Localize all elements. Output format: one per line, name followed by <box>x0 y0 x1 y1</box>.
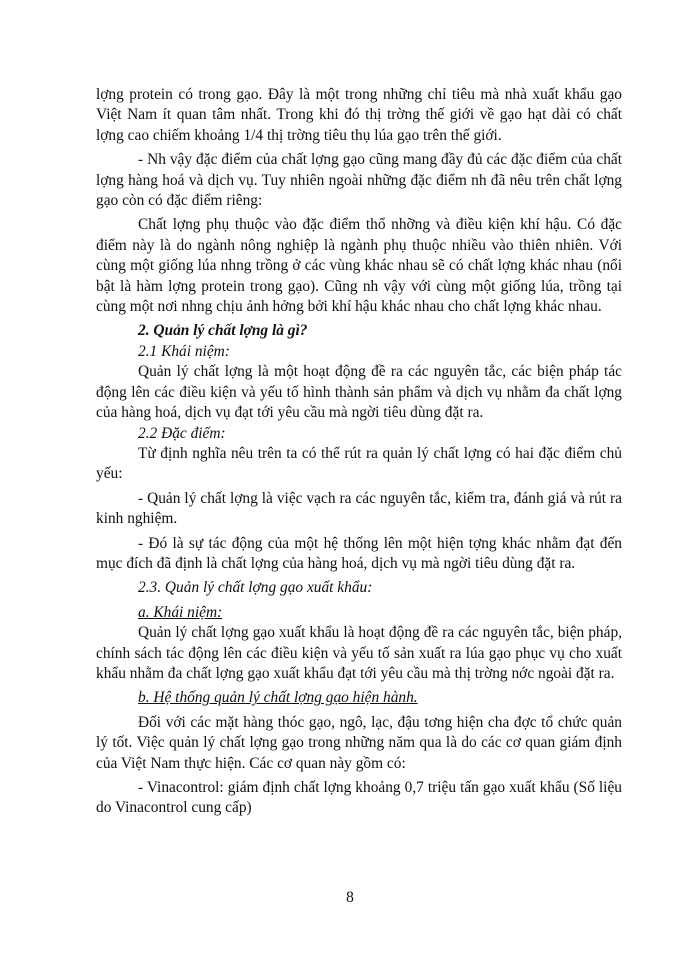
subheading-b-current-system: b. Hệ thống quản lý chất lợng gạo hiện hành. <box>138 689 418 707</box>
subheading-characteristics: 2.2 Đặc điểm: <box>138 424 226 442</box>
subheading-export-rice-quality: 2.3. Quản lý chất lợng gạo xuất khẩu: <box>138 579 373 597</box>
paragraph-inspection-agencies: Đối với các mặt hàng thóc gạo, ngô, lạc, đậu tơng hiện cha đợc tổ chức quản lý tốt. Việc quản lý chất lợng gạo trong những năm qua là do các cơ quan giám định của Việt Nam thực hiện. Các cơ quan này gồm có: <box>96 713 622 772</box>
page-body <box>96 85 622 819</box>
section-heading-quality-management: 2. Quản lý chất lợng là gì? <box>138 322 308 340</box>
paragraph-soil-climate: Chất lợng phụ thuộc vào đặc điểm thổ nhỡng và điều kiện khí hậu. Có đặc điểm này là do ngành nông nghiệp là ngành phụ thuộc nhiều vào thiên nhiên. Với cùng một giống lúa nhng trồng ở các vùng khác nhau sẽ có chất lợng khác nhau (nổi bật là hàm lợng protein trong gạo). Cũng nh vậy với cùng một giống lúa, trồng tại cùng một nơi nhng chịu ảnh hởng bởi khí hậu khác nhau cho chất lợng khác nhau. <box>96 216 622 316</box>
paragraph-characteristic-two: - Đó là sự tác động của một hệ thống lên một hiện tợng khác nhằm đạt đến mục đích đã định là chất lợng của hàng hoá, dịch vụ mà ngời tiêu dùng đặt ra. <box>96 534 622 572</box>
paragraph-protein-intro: lợng protein có trong gạo. Đây là một trong những chỉ tiêu mà nhà xuất khẩu gạo Việt Nam ít quan tâm nhất. Trong khi đó thị trờng thế giới về gạo hạt dài có chất lợng cao chiếm khoảng 1/4 thị trờng tiêu thụ lúa gạo trên thế giới. <box>96 86 622 144</box>
subheading-concept: 2.1 Khái niệm: <box>138 342 230 360</box>
paragraph-quality-characteristics: - Nh vậy đặc điểm của chất lợng gạo cũng mang đầy đủ các đặc điểm của chất lợng hàng hoá và dịch vụ. Tuy nhiên ngoài những đặc điểm nh đã nêu trên chất lợng gạo còn có đặc điểm riêng: <box>96 151 622 210</box>
page-number: 8 <box>346 889 354 906</box>
subheading-a-concept: a. Khái niệm: <box>138 603 223 621</box>
paragraph-two-characteristics: Từ định nghĩa nêu trên ta có thể rút ra quản lý chất lợng có hai đặc điểm chủ yếu: <box>96 444 622 483</box>
paragraph-vinacontrol: - Vinacontrol: giám định chất lợng khoảng 0,7 triệu tấn gạo xuất khẩu (Số liệu do Vinacontrol cung cấp) <box>96 779 622 817</box>
paragraph-export-quality-definition: Quản lý chất lợng gạo xuất khẩu là hoạt động đề ra các nguyên tắc, biện pháp, chính sách tác động lên các điều kiện và yếu tố sản xuất ra lúa gạo phục vụ cho xuất khẩu nhằm đa chất lợng gạo xuất khẩu đạt tới yêu cầu mà thị trờng nớc ngoài đặt ra. <box>96 624 622 682</box>
paragraph-concept-definition: Quản lý chất lợng là một hoạt động đề ra các nguyên tắc, các biện pháp tác động lên các điều kiện và yếu tố hình thành sản phẩm và dịch vụ nhằm đa chất lợng của hàng hoá, dịch vụ đạt tới yêu cầu mà ngời tiêu dùng đặt ra. <box>96 363 622 422</box>
paragraph-characteristic-one: - Quản lý chất lợng là việc vạch ra các nguyên tắc, kiểm tra, đánh giá và rút ra kinh nghiệm. <box>96 489 622 528</box>
